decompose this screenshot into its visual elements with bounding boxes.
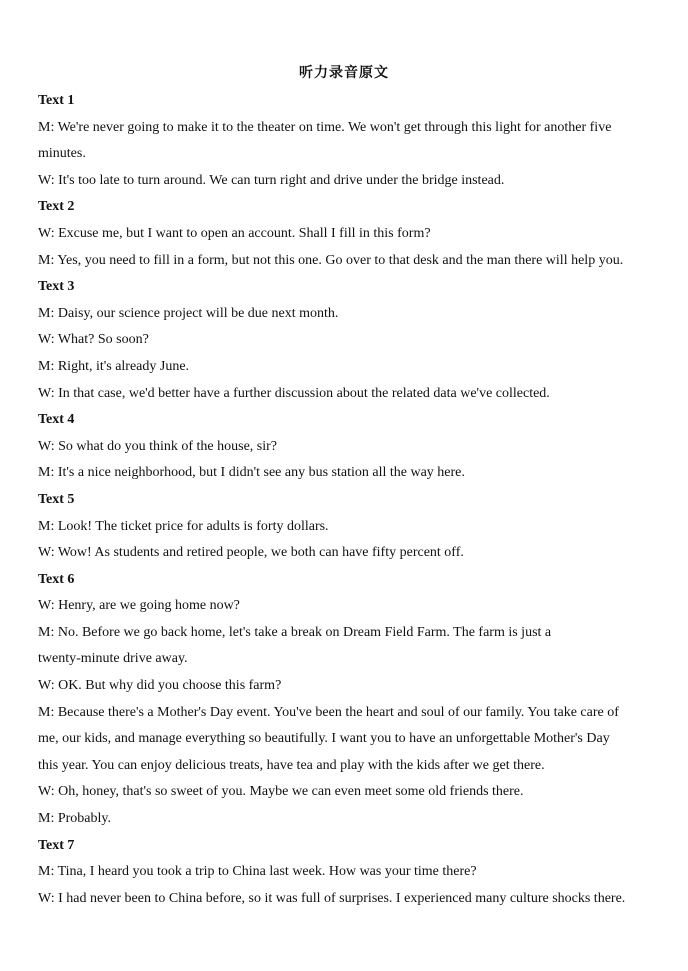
text-heading: Text 3 <box>38 279 75 295</box>
dialogue-line: W: Wow! As students and retired people, we both can have fifty percent off. <box>38 545 464 561</box>
dialogue-line: M: Tina, I heard you took a trip to China last week. How was your time there? <box>38 864 477 880</box>
dialogue-line: M: It's a nice neighborhood, but I didn't see any bus station all the way here. <box>38 465 465 481</box>
transcript-body <box>38 88 638 912</box>
dialogue-line: W: So what do you think of the house, sir? <box>38 438 278 454</box>
dialogue-line: W: Excuse me, but I want to open an account. Shall I fill in this form? <box>38 225 431 241</box>
text-heading: Text 4 <box>38 412 75 428</box>
dialogue-line: W: I had never been to China before, so it was full of surprises. I experienced many culture shocks there. <box>38 890 626 906</box>
dialogue-line: M: Probably. <box>38 811 111 827</box>
dialogue-line: M: Look! The ticket price for adults is forty dollars. <box>38 518 329 534</box>
text-section-6 <box>38 567 638 833</box>
dialogue-line: M: Because there's a Mother's Day event. You've been the heart and soul of our family. You take care of <box>38 704 619 720</box>
dialogue-line: M: Right, it's already June. <box>38 358 190 374</box>
dialogue-line: W: It's too late to turn around. We can turn right and drive under the bridge instead. <box>38 172 505 188</box>
dialogue-line: M: Yes, you need to fill in a form, but not this one. Go over to that desk and the man there will help you. <box>38 252 624 268</box>
text-section-2 <box>38 194 638 274</box>
dialogue-line: W: What? So soon? <box>38 332 149 348</box>
dialogue-line: M: We're never going to make it to the theater on time. We won't get through this light for another five <box>38 119 612 135</box>
dialogue-line: W: In that case, we'd better have a further discussion about the related data we've collected. <box>38 385 550 401</box>
text-heading: Text 7 <box>38 837 75 853</box>
dialogue-line: me, our kids, and manage everything so beautifully. I want you to have an unforgettable Mother's Day <box>38 731 610 747</box>
dialogue-line: minutes. <box>38 146 86 162</box>
text-heading: Text 1 <box>38 93 75 108</box>
text-section-4 <box>38 407 638 487</box>
document-title: 听力录音原文 <box>299 65 389 81</box>
dialogue-line: this year. You can enjoy delicious treats, have tea and play with the kids after we get there. <box>38 757 545 773</box>
dialogue-line: W: Henry, are we going home now? <box>38 598 240 614</box>
text-section-5 <box>38 487 638 567</box>
text-section-3 <box>38 274 638 407</box>
dialogue-line: twenty-minute drive away. <box>38 651 188 667</box>
text-heading: Text 5 <box>38 491 75 507</box>
dialogue-line: W: OK. But why did you choose this farm? <box>38 678 282 694</box>
text-heading: Text 6 <box>38 571 75 587</box>
dialogue-line: M: Daisy, our science project will be due next month. <box>38 305 339 321</box>
dialogue-line: W: Oh, honey, that's so sweet of you. Maybe we can even meet some old friends there. <box>38 784 524 800</box>
text-section-7 <box>38 833 638 913</box>
dialogue-line: M: No. Before we go back home, let's take a break on Dream Field Farm. The farm is just a <box>38 624 552 640</box>
text-heading: Text 2 <box>38 199 75 215</box>
text-section-1 <box>38 88 638 194</box>
